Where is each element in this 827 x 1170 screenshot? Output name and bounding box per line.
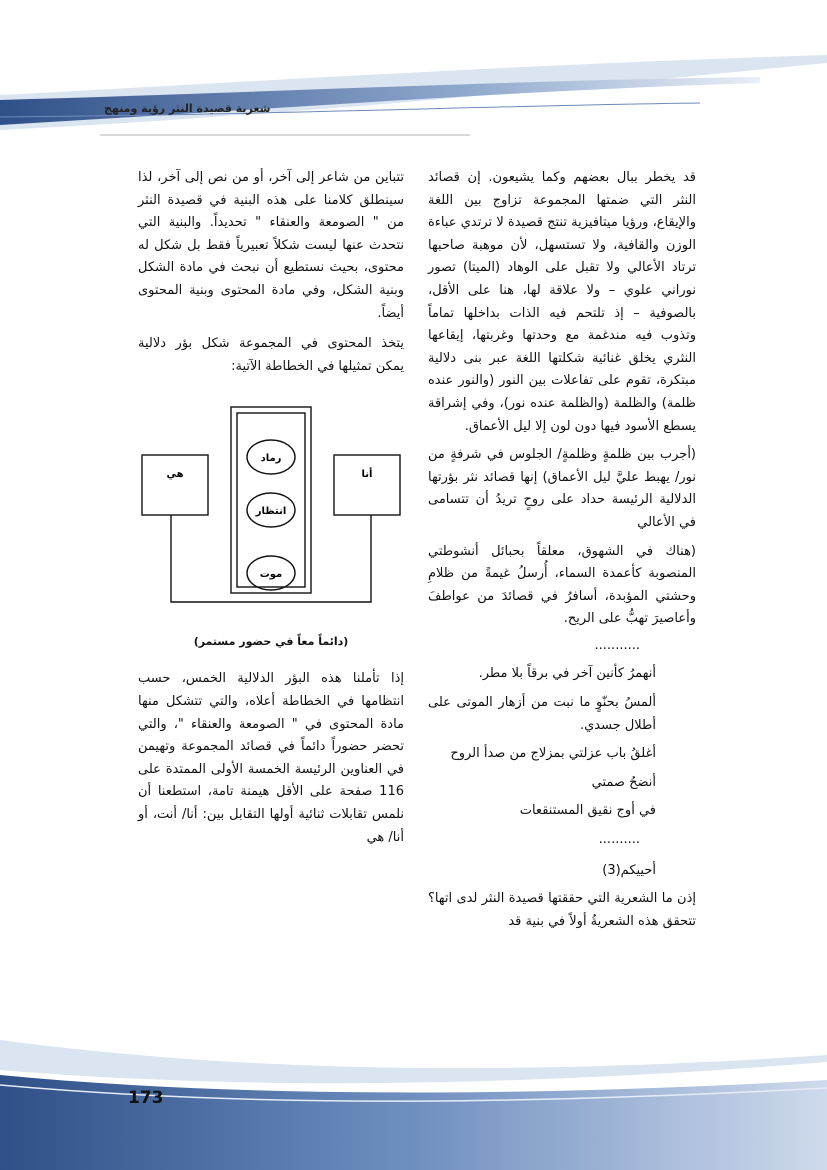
poem-line: أغلقُ باب عزلتي بمزلاج من صدأ الروح bbox=[450, 746, 656, 762]
poem-line: أنهمرُ كأنين آخر في برقاً بلا مطر. bbox=[478, 666, 656, 682]
closing-paragraph: إذن ما الشعرية التي حققتها قصيدة النثر لدى اتها؟ تتحقق هذه الشعريةُ أولاً في بنية قد bbox=[428, 891, 696, 929]
diagram-label-death: موت bbox=[259, 569, 283, 580]
paragraph: يتخذ المحتوى في المجموعة شكل بؤر دلالية يمكن تمثيلها في الخطاطة الآتية: bbox=[138, 336, 404, 374]
footer-band bbox=[0, 1040, 827, 1170]
diagram-caption: (دائماً معاً في حضور مستمر) bbox=[193, 635, 349, 648]
diagram-label-waiting: انتظار bbox=[255, 506, 287, 517]
diagram-connector bbox=[171, 515, 371, 602]
poem-line: ألمسُ بحنّوٍ ما نبت من أزهار الموتى على أطلال جسدي. bbox=[428, 695, 656, 733]
diagram-center-box bbox=[231, 407, 311, 593]
quote-paragraph: (أجرب بين ظلمةٍ وظلمةٍ/ الجلوس في شرفةٍ من نور/ يهبط عليَّ ليل الأعماق) إنها قصائد نثر بؤرتها الدلالية الرئيسة حداد على روحٍ تريدُ أن تتسامى في الأعالي bbox=[428, 447, 696, 530]
diagram-label-ash: رماد bbox=[260, 453, 282, 464]
poem-line: أحييكم(3) bbox=[602, 862, 656, 878]
page-number: 173 bbox=[128, 1088, 164, 1108]
running-header-title: شعرية قصيدة النثر رؤية ومنهج bbox=[104, 102, 271, 115]
diagram-label-i: أنا bbox=[361, 469, 373, 480]
poem-ellipsis: ........... bbox=[594, 637, 640, 653]
paragraph: إذا تأملنا هذه البؤر الدلالية الخمس، حسب انتظامها في الخطاطة أعلاه، والتي تتشكل منها مادة المحتوى في " الصومعة والعنقاء "، والتي تحضر حضوراً دائماً في قصائد المجموعة وتهيمن في العناوين الرئيسة الخمسة الأولى الممتدة على 116 صفحة على الأقل هيمنة تامة، استطعنا أن نلمس تقابلات ثنائية أولها التقابل بين: أنا/ أنت، أو أنا/ هي bbox=[138, 671, 404, 845]
poem-block bbox=[428, 635, 696, 882]
poem-line: في أوج نقيق المستنقعات bbox=[519, 803, 656, 819]
right-column bbox=[428, 167, 696, 933]
paragraph: تتباين من شاعر إلى آخر، أو من نص إلى آخر، لذا سينطلق كلامنا على هذه البنية في قصيدة النثر من " الصومعة والعنقاء " تحديداً. والبنية التي نتحدث عنها ليست شكلاً تعبيرياً فقط بل شكل له محتوى، بحيث نستطيع أن نبحث في مادة الشكل وبنية الشكل، وفي مادة المحتوى وبنية المحتوى أيضاً. bbox=[138, 170, 404, 321]
quote-paragraph: (هناك في الشهوق، معلقاً بحبائل أنشوطتي المنصوبة كأعمدة السماء، أُرسلُ غيمةً من ظلامِ وحشتي المؤبدة، أسافرُ في قصائدَ من عواطفَ وأعاصيرَ تهبُّ على الريح. bbox=[428, 543, 696, 627]
diagram-box-right bbox=[334, 455, 400, 515]
poem-ellipsis: .......... bbox=[598, 832, 640, 848]
diagram-center-inner-box bbox=[237, 413, 305, 587]
paragraph: قد يخطر ببال بعضهم وكما يشيعون. إن قصائد النثر التي ضمتها المجموعة تزاوج بين اللغة والإيقاع، ورؤيا ميتافيزية تنتج قصيدة لا ترتدي عباءة الوزن والقافية، ولا تستسهل، لأن موهبة صاحبها ترتاد الأعالي ولا تقبل على الوهاد (الميتا) تصور نوراني علوي – ولا علاقة لها، هنا على الأقل، بالصوفية – إذ تلتحم فيه الذات بداخلها تماماً وتذوب فيه مندغمة مع وحدتها وغربتها، إيقاعها النثري يخلق غنائية شكلتها اللغة عبر بنى دلالية مبتكرة، تقوم على تفاعلات بين النور (والنور عنده ظلمة) والظلمة (والظلمة عنده نور)، وفي إشراقة يسطع الأسود فيها دون لون إلا ليل الأعماق. bbox=[428, 170, 696, 434]
diagram-box-left bbox=[142, 455, 208, 515]
poem-line: أنضحُ صمتي bbox=[591, 774, 656, 790]
diagram-label-she: هي bbox=[166, 469, 184, 480]
semantic-diagram bbox=[138, 405, 406, 605]
